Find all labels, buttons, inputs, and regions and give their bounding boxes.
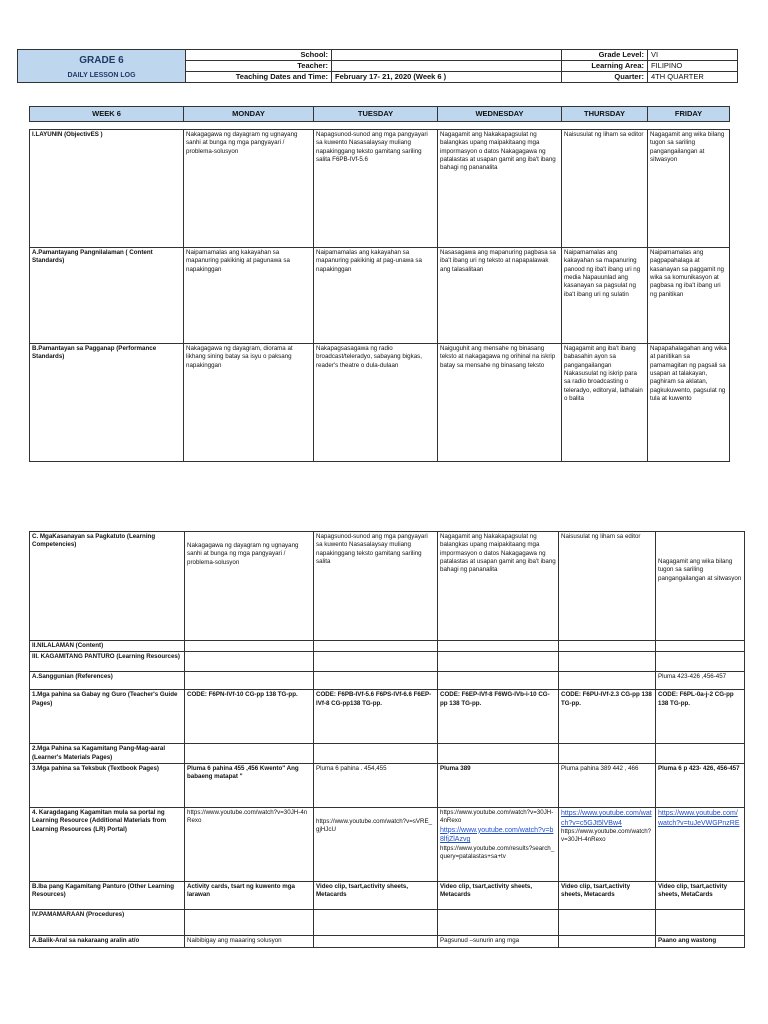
cell-competencies-wed: Nagagamit ang Nakakapagsulat ng balangkas upang maipakitaang mga impormasyon o datos Nakagagawa ng patalastas at usapan gamit ang iba't ibang bahagi ng pananalita	[438, 532, 559, 641]
row-label-layunin: I.LAYUNIN (ObjectivES )	[30, 130, 184, 248]
empty-cell	[438, 744, 559, 764]
header-table	[17, 49, 738, 83]
grade-level-label: Grade Level:	[562, 50, 648, 61]
cell-sanggunian-thu	[559, 672, 656, 690]
portal-wed-link-1[interactable]: https://www.youtube.com/watch?v=30JH-4nRexo	[440, 809, 554, 825]
row-label-sanggunian: A.Sanggunian (References)	[30, 672, 185, 690]
row-label-procedures: IV.PAMAMARAAN (Procedures)	[30, 910, 185, 936]
cell-other-wed: Video clip, tsart,activity sheets, Metacards	[438, 882, 559, 910]
cell-layunin-thu: Naisusulat ng liham sa editor	[562, 130, 648, 248]
empty-cell	[314, 652, 438, 672]
cell-portal-mon[interactable]: https://www.youtube.com/watch?v=30JH-4nRexo	[185, 808, 314, 882]
row-label-nilalaman: II.NILALAMAN (Content)	[30, 641, 185, 652]
cell-performance-thu: Nagagamit ang iba't ibang babasahin ayon sa pangangailangan Nakasusulat ng iskrip para sa radio broadcasting o teleradyo, editoryal, lathalain o balita	[562, 344, 648, 462]
empty-cell	[185, 652, 314, 672]
cell-guide-tue: CODE: F6PB-IVf-5.6 F6PS-IVf-6.6 F6EP-IVf-8 CG-pp138 TG-pp.	[314, 690, 438, 744]
cell-guide-thu: CODE: F6PU-IVf-2.3 CG-pp 138 TG-pp.	[559, 690, 656, 744]
cell-other-tue: Video clip, tsart,activity sheets, Metacards	[314, 882, 438, 910]
row-label-competencies: C. MgaKasanayan sa Pagkatuto (Learning Competencies)	[30, 532, 185, 641]
portal-thu-link-2[interactable]: https://www.youtube.com/watch?v=30JH-4nRexo	[561, 827, 652, 844]
portal-wed-link-2[interactable]: https://www.youtube.com/watch?v=b8lfjZlAzvg	[440, 826, 554, 844]
day-header-tuesday: TUESDAY	[314, 107, 438, 122]
day-header-monday: MONDAY	[184, 107, 314, 122]
empty-cell	[438, 652, 559, 672]
cell-competencies-fri: Nagagamit ang wika bilang tugon sa sariling pangangailangan at sitwasyon	[656, 532, 745, 641]
teacher-label: Teacher:	[186, 61, 332, 72]
portal-fri-link[interactable]: https://www.youtube.com/watch?v=tuJeVWGPnzRE	[658, 810, 740, 827]
cell-competencies-thu: Naisusulat ng liham sa editor	[559, 532, 656, 641]
learning-area-label: Learning Area:	[562, 61, 648, 72]
empty-cell	[559, 744, 656, 764]
grade-level-value: VI	[648, 50, 738, 61]
cell-guide-wed: CODE: F6EP-IVf-8 F6WG-IVb-i-10 CG-pp 138 TG-pp.	[438, 690, 559, 744]
empty-cell	[438, 910, 559, 936]
cell-content-mon: Naipamamalas ang kakayahan sa mapanuring pakikinig at pagunawa sa napakinggan	[184, 248, 314, 344]
empty-cell	[656, 744, 745, 764]
empty-cell	[438, 641, 559, 652]
cell-portal-wed	[438, 808, 559, 882]
empty-cell	[185, 910, 314, 936]
objectives-table	[29, 129, 730, 462]
day-header-friday: FRIDAY	[648, 107, 730, 122]
school-value	[332, 50, 562, 61]
cell-content-tue: Naipamamalas ang kakayahan sa mapanuring pakikinig at pag-unawa sa napakinggan	[314, 248, 438, 344]
row-label-teacher-guide: 1.Mga pahina sa Gabay ng Guro (Teacher's Guide Pages)	[30, 690, 185, 744]
empty-cell	[314, 641, 438, 652]
quarter-value: 4TH QUARTER	[648, 72, 738, 83]
cell-competencies-tue: Napagsunod-sunod ang mga pangyayari sa kuwento Nasasalaysay muliang napakinggang teksto gamitang sariling salita	[314, 532, 438, 641]
cell-content-thu: Naipamamalas ang kakayahan sa mapanuring panood ng iba't ibang uri ng media Napauunlad ang kasanayan sa pagsulat ng iba't ibang uri ng sulatin	[562, 248, 648, 344]
cell-textbook-fri: Pluma 6 p 423- 426, 456-457	[656, 764, 745, 808]
cell-other-mon: Activity cards, tsart ng kuwento mga larawan	[185, 882, 314, 910]
portal-wed-link-3[interactable]: https://www.youtube.com/results?search_query=patalastas+sa+tv	[440, 844, 555, 861]
cell-layunin-fri: Nagagamit ang wika bilang tugon sa sariling pangangailangan at sitwasyon	[648, 130, 730, 248]
cell-performance-tue: Nakapagsasagawa ng radio broadcast/teleradyo, sabayang bigkas, reader's theatre o dula-dulaan	[314, 344, 438, 462]
cell-content-fri: Naipamamalas ang pagpapahalaga at kasanayan sa paggamit ng wika sa komunikasyon at pagbasa ng iba't ibang uri ng panitikan	[648, 248, 730, 344]
cell-other-fri: Video clip, tsart,activity sheets, MetaCards	[656, 882, 745, 910]
dates-label: Teaching Dates and Time:	[186, 72, 332, 83]
cell-portal-tue[interactable]: https://www.youtube.com/watch?v=sVRE_gjHJcU	[314, 808, 438, 882]
row-label-textbook: 3.Mga pahina sa Teksbuk (Textbook Pages)	[30, 764, 185, 808]
empty-cell	[185, 641, 314, 652]
dates-value: February 17- 21, 2020 (Week 6 )	[332, 72, 562, 83]
cell-balik-mon: Naibibigay ang maaaring solusyon	[185, 936, 314, 948]
cell-sanggunian-wed	[438, 672, 559, 690]
cell-layunin-mon: Nakagagawa ng dayagram ng ugnayang sanhi at bunga ng mga pangyayari / problema-solusyon	[184, 130, 314, 248]
cell-guide-fri: CODE: F6PL-0a-j-2 CG-pp 138 TG-pp.	[656, 690, 745, 744]
learning-area-value: FILIPINO	[648, 61, 738, 72]
cell-layunin-tue: Napagsunod-sunod ang mga pangyayari sa kuwento Nasasalaysay muliang napakinggang teksto gamitang sariling salita F6PB-IVf-5.6	[314, 130, 438, 248]
cell-textbook-mon: Pluma 6 pahina 455 ,456 Kwento" Ang babaeng matapat "	[185, 764, 314, 808]
empty-cell	[656, 652, 745, 672]
cell-balik-fri: Paano ang wastong	[656, 936, 745, 948]
day-header-row	[29, 106, 730, 122]
row-label-balik-aral: A.Balik-Aral sa nakaraang aralin at/o	[30, 936, 185, 948]
cell-performance-mon: Nakagagawa ng dayagram, diorama at likhang sining batay sa isyu o paksang napakinggan	[184, 344, 314, 462]
portal-thu-link-1[interactable]: https://www.youtube.com/watch?v=c5GJt5lVBw4	[561, 810, 652, 827]
resources-table	[29, 531, 745, 948]
cell-textbook-wed: Pluma 389	[438, 764, 559, 808]
cell-balik-thu	[559, 936, 656, 948]
empty-cell	[559, 652, 656, 672]
day-header-thursday: THURSDAY	[562, 107, 648, 122]
empty-cell	[314, 910, 438, 936]
empty-cell	[185, 744, 314, 764]
cell-competencies-mon: Nakagagawa ng dayagram ng ugnayang sanhi at bunga ng mga pangyayari / problema-solusyon	[185, 532, 314, 641]
cell-performance-fri: Napapahalagahan ang wika at panitikan sa pamamagitan ng pagsali sa usapan at talakayan, paghiram sa aklatan, pagkukuwento, pagsulat ng tula at kuwento	[648, 344, 730, 462]
empty-cell	[559, 641, 656, 652]
row-label-kagamitan: III. KAGAMITANG PANTURO (Learning Resources)	[30, 652, 185, 672]
cell-balik-tue	[314, 936, 438, 948]
day-header-wednesday: WEDNESDAY	[438, 107, 562, 122]
cell-balik-wed: Pagsunud –sunurin ang mga	[438, 936, 559, 948]
cell-other-thu: Video clip, tsart,activity sheets, Metacards	[559, 882, 656, 910]
cell-guide-mon: CODE: F6PN-IVf-10 CG-pp 138 TG-pp.	[185, 690, 314, 744]
cell-portal-fri	[656, 808, 745, 882]
row-label-lr-portal: 4. Karagdagang Kagamitan mula sa portal ng Learning Resource (Additional Materials from Learning Resources (LR) Portal)	[30, 808, 185, 882]
cell-portal-thu	[559, 808, 656, 882]
cell-sanggunian-tue	[314, 672, 438, 690]
grade-title: GRADE 6	[79, 55, 124, 67]
row-label-content-standards: A.Pamantayang Pangnilalaman ( Content Standards)	[30, 248, 184, 344]
empty-cell	[656, 641, 745, 652]
grade-block	[18, 50, 186, 83]
cell-content-wed: Nasasagawa ang mapanuring pagbasa sa iba't ibang uri ng teksto at napapalawak ang talasalitaan	[438, 248, 562, 344]
row-label-performance-standards: B.Pamantayan sa Pagganap (Performance Standards)	[30, 344, 184, 462]
cell-textbook-thu: Pluma pahina 389 442 , 466	[559, 764, 656, 808]
school-label: School:	[186, 50, 332, 61]
quarter-label: Quarter:	[562, 72, 648, 83]
empty-cell	[559, 910, 656, 936]
cell-textbook-tue: Pluma 6 pahina . 454,455	[314, 764, 438, 808]
row-label-learner-materials: 2.Mga Pahina sa Kagamitang Pang-Mag-aaral (Learner's Materials Pages)	[30, 744, 185, 764]
cell-performance-wed: Naiguguhit ang mensahe ng binasang teksto at nakagagawa ng orihinal na iskrip batay sa mensahe ng binasang teksto	[438, 344, 562, 462]
cell-sanggunian-fri: Pluma 423-426 ,456-457	[656, 672, 745, 690]
teacher-value	[332, 61, 562, 72]
row-label-other-resources: B.Iba pang Kagamitang Panturo (Other Learning Resources)	[30, 882, 185, 910]
day-header-week: WEEK 6	[30, 107, 184, 122]
empty-cell	[314, 744, 438, 764]
cell-layunin-wed: Nagagamit ang Nakakapagsulat ng balangkas upang maipakitaang mga impormasyon o datos Nakagagawa ng patalastas at usapan gamit ang iba't ibang bahagi ng pananalita	[438, 130, 562, 248]
log-subtitle: DAILY LESSON LOG	[67, 71, 136, 79]
empty-cell	[656, 910, 745, 936]
cell-sanggunian-mon	[185, 672, 314, 690]
